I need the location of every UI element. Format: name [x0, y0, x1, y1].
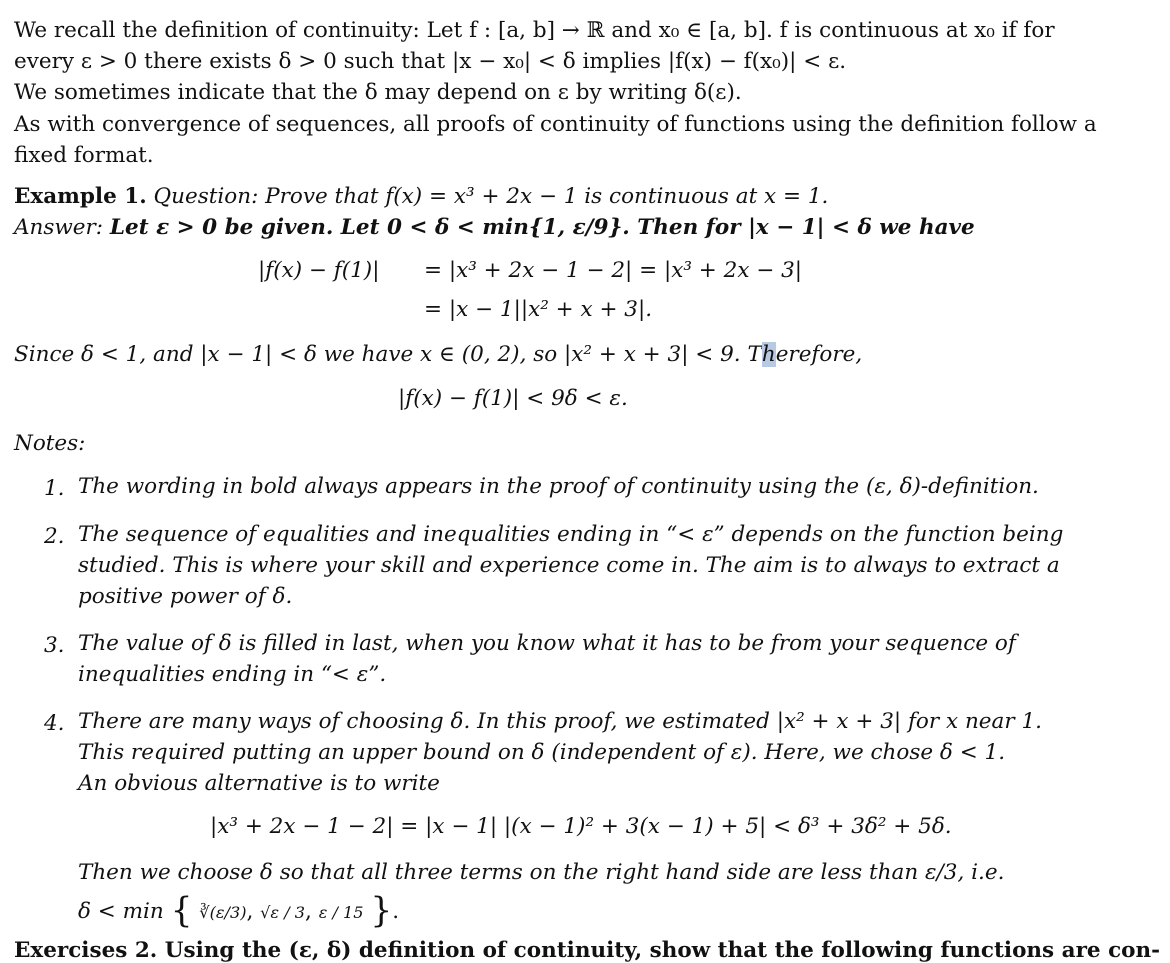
example-question-line	[14, 186, 828, 208]
note-2-line-1: The sequence of equalities and inequalities ending in “< ε” depends on the function being	[78, 522, 1064, 547]
note-2-number: 2.	[44, 524, 65, 549]
min-term-a: ∛(ε/3)	[199, 903, 247, 922]
note-4-line-3: An obvious alternative is to write	[78, 771, 440, 796]
example-label: Example 1.	[14, 184, 147, 209]
note-4-equation: |x³ + 2x − 1 − 2| = |x − 1| |(x − 1)² + 3(x − 1) + 5| < δ³ + 3δ² + 5δ.	[210, 814, 952, 839]
note-3-line-2: inequalities ending in “< ε”.	[78, 662, 387, 687]
intro-line-4: As with convergence of sequences, all proofs of continuity of functions using the definition follow a	[14, 112, 1097, 137]
note-4-number: 4.	[44, 711, 65, 736]
intro-line-5: fixed format.	[14, 143, 154, 168]
equation-1-rhs: = |x³ + 2x − 1 − 2| = |x³ + 2x − 3|	[424, 258, 803, 283]
right-brace: }	[370, 891, 393, 931]
note-4-line-2: This required putting an upper bound on δ (independent of ε). Here, we chose δ < 1.	[78, 740, 1006, 765]
note-3-number: 3.	[44, 633, 65, 658]
example-answer-line	[14, 217, 975, 239]
since-text-a: Since δ < 1, and |x − 1| < δ we have x ∈ (0, 2), so |x² + x + 3| < 9. T	[14, 342, 762, 367]
equation-2-rhs: = |x − 1||x² + x + 3|.	[424, 297, 653, 322]
since-line	[14, 344, 862, 366]
intro-line-3: We sometimes indicate that the δ may depend on ε by writing δ(ε).	[14, 80, 742, 105]
note-1-number: 1.	[44, 476, 65, 501]
text-selection-highlight[interactable]: h	[761, 342, 776, 367]
note-2-line-3: positive power of δ.	[78, 584, 293, 609]
intro-line-2: every ε > 0 there exists δ > 0 such that |x − x₀| < δ implies |f(x) − f(x₀)| < ε.	[14, 49, 847, 74]
answer-body: Let ε > 0 be given. Let 0 < δ < min{1, ε/9}. Then for |x − 1| < δ we have	[109, 215, 975, 240]
equation-3: |f(x) − f(1)| < 9δ < ε.	[398, 386, 628, 411]
note-4-line-1: There are many ways of choosing δ. In this proof, we estimated |x² + x + 3| for x near 1.	[78, 709, 1042, 734]
equation-1-lhs: |f(x) − f(1)|	[258, 258, 380, 283]
note-4-min-expression: δ < min { ∛(ε/3), √ε / 3, ε / 15 }.	[78, 891, 400, 931]
note-1-line-1: The wording in bold always appears in the proof of continuity using the (ε, δ)-definition.	[78, 474, 1039, 499]
min-term-c: ε / 15	[318, 903, 364, 922]
left-brace: {	[170, 891, 193, 931]
note-3-line-1: The value of δ is filled in last, when you know what it has to be from your sequence of	[78, 631, 1016, 656]
answer-prefix: Answer:	[14, 215, 104, 240]
notes-heading: Notes:	[14, 431, 86, 456]
min-term-b: √ε / 3	[260, 903, 305, 922]
example-question: Question: Prove that f(x) = x³ + 2x − 1 is continuous at x = 1.	[153, 184, 829, 209]
note-2-line-2: studied. This is where your skill and experience come in. The aim is to always to extract a	[78, 553, 1060, 578]
since-text-b: erefore,	[775, 342, 863, 367]
intro-line-1: We recall the definition of continuity: Let f : [a, b] → ℝ and x₀ ∈ [a, b]. f is continuous at x₀ if for	[14, 18, 1055, 43]
min-prefix: δ < min	[78, 899, 164, 924]
exercises-text: Exercises 2. Using the (ε, δ) definition of continuity, show that the following functions are con-	[14, 938, 1161, 963]
exercises-heading-cutoff	[14, 938, 1160, 963]
note-4-line-4: Then we choose δ so that all three terms on the right hand side are less than ε/3, i.e.	[78, 860, 1005, 885]
